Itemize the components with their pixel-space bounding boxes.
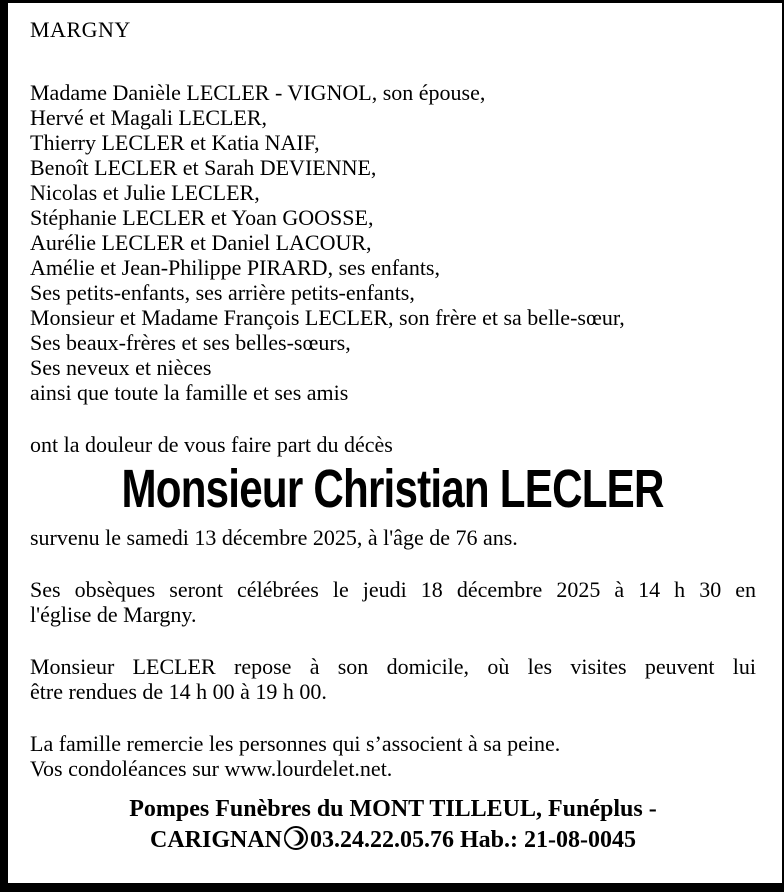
family-line: Nicolas et Julie LECLER, [30, 180, 260, 205]
funeral-home-phone: 03.24.22.05.76 [310, 827, 454, 853]
repose-paragraph [30, 654, 756, 704]
death-date-line: survenu le samedi 13 décembre 2025, à l'âge de 76 ans. [30, 525, 518, 550]
funeral-line-1: Ses obsèques seront célébrées le jeudi 18 décembre 2025 à 14 h 30 en [30, 577, 756, 602]
family-line: Ses petits-enfants, ses arrière petits-enfants, [30, 280, 415, 305]
thanks-paragraph [30, 731, 756, 781]
family-line: Thierry LECLER et Katia NAIF, [30, 130, 320, 155]
family-line: Madame Danièle LECLER - VIGNOL, son épouse, [30, 80, 486, 105]
funeral-paragraph [30, 577, 756, 627]
announcement-line: ont la douleur de vous faire part du décès [30, 432, 393, 457]
family-line: ainsi que toute la famille et ses amis [30, 380, 349, 405]
phone-in-circle-icon [283, 825, 309, 860]
family-line: Monsieur et Madame François LECLER, son frère et sa belle-sœur, [30, 305, 625, 330]
funeral-home-line-2 [30, 825, 756, 860]
repose-line-2: être rendues de 14 h 00 à 19 h 00. [30, 679, 327, 704]
family-list [30, 80, 756, 405]
town-heading: MARGNY [30, 17, 131, 42]
family-line: Stéphanie LECLER et Yoan GOOSSE, [30, 205, 374, 230]
thanks-line: La famille remercie les personnes qui s’associent à sa peine. [30, 731, 561, 756]
family-line: Aurélie LECLER et Daniel LACOUR, [30, 230, 372, 255]
funeral-home-license: Hab.: 21-08-0045 [460, 827, 636, 853]
funeral-home-city: CARIGNAN [150, 827, 282, 853]
funeral-home-line-1: Pompes Funèbres du MONT TILLEUL, Funéplus - [129, 796, 657, 822]
family-line: Amélie et Jean-Philippe PIRARD, ses enfants, [30, 255, 440, 280]
repose-line-1: Monsieur LECLER repose à son domicile, où les visites peuvent lui [30, 654, 756, 679]
deceased-name: Monsieur Christian LECLER [121, 459, 665, 519]
notice-content [8, 3, 782, 883]
deceased-name-heading [30, 458, 756, 520]
family-line: Benoît LECLER et Sarah DEVIENNE, [30, 155, 377, 180]
family-line: Ses neveux et nièces [30, 355, 212, 380]
family-line: Ses beaux-frères et ses belles-sœurs, [30, 330, 351, 355]
funeral-home-block [30, 794, 756, 860]
family-line: Hervé et Magali LECLER, [30, 105, 268, 130]
condolences-line: Vos condoléances sur www.lourdelet.net. [30, 756, 393, 781]
funeral-line-2: l'église de Margny. [30, 602, 197, 627]
